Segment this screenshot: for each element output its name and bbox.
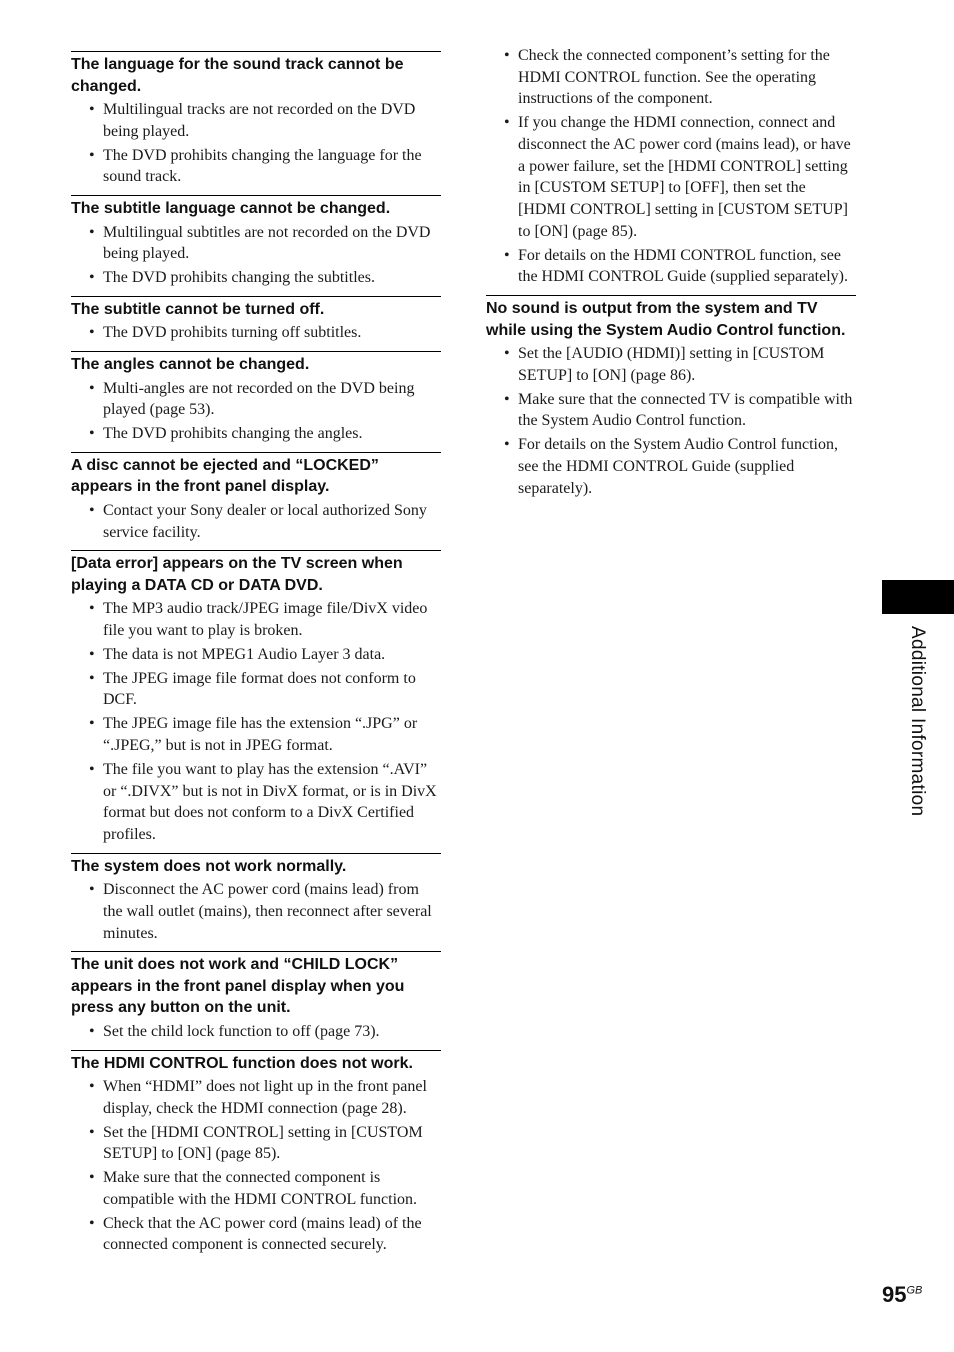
troubleshooting-section xyxy=(71,296,441,344)
section-heading: The system does not work normally. xyxy=(71,857,347,875)
list-item: • Multilingual subtitles are not recorded on the DVD being played. xyxy=(71,222,441,265)
list-item: • If you change the HDMI connection, connect and disconnect the AC power cord (mains lead), or have a power failure, set the [HDMI CONTROL] setting in [CUSTOM SETUP] to [OFF], then set the [HDMI CONTROL] setting in [CUSTOM SETUP] to [ON] (page 85). xyxy=(486,112,856,242)
list-item: • Make sure that the connected TV is compatible with the System Audio Control function. xyxy=(486,389,856,432)
left-column xyxy=(71,0,441,1263)
list-item: • The data is not MPEG1 Audio Layer 3 data. xyxy=(71,644,441,666)
list-item: • The DVD prohibits changing the language for the sound track. xyxy=(71,145,441,188)
list-item: • The DVD prohibits turning off subtitles. xyxy=(71,322,441,344)
troubleshooting-section xyxy=(71,550,441,845)
section-heading: The HDMI CONTROL function does not work. xyxy=(71,1054,413,1072)
troubleshooting-section xyxy=(71,853,441,945)
section-tab-label: Additional Information xyxy=(907,626,928,817)
section-heading: The subtitle cannot be turned off. xyxy=(71,300,325,318)
bullet-list xyxy=(486,343,856,499)
section-heading: The language for the sound track cannot be changed. xyxy=(71,56,404,95)
list-item: • Multilingual tracks are not recorded on the DVD being played. xyxy=(71,99,441,142)
bullet-list xyxy=(71,378,441,445)
list-item: • Check that the AC power cord (mains lead) of the connected component is connected securely. xyxy=(71,1213,441,1256)
list-item: • Check the connected component’s setting for the HDMI CONTROL function. See the operating instructions of the component. xyxy=(486,45,856,110)
list-item: • Contact your Sony dealer or local authorized Sony service facility. xyxy=(71,500,441,543)
list-item: • For details on the System Audio Control function, see the HDMI CONTROL Guide (supplied separately). xyxy=(486,434,856,499)
list-item: • Disconnect the AC power cord (mains lead) from the wall outlet (mains), then reconnect after several minutes. xyxy=(71,879,441,944)
section-heading: The subtitle language cannot be changed. xyxy=(71,200,391,217)
list-item: • Set the [AUDIO (HDMI)] setting in [CUSTOM SETUP] to [ON] (page 86). xyxy=(486,343,856,386)
troubleshooting-section xyxy=(71,195,441,289)
bullet-list xyxy=(71,879,441,944)
section-heading: No sound is output from the system and TV while using the System Audio Control function. xyxy=(486,300,846,339)
bullet-list xyxy=(71,598,441,845)
section-tab-marker xyxy=(882,580,954,614)
bullet-list xyxy=(71,1021,441,1043)
troubleshooting-section xyxy=(71,1050,441,1257)
page-number-suffix: GB xyxy=(906,1284,923,1297)
troubleshooting-section xyxy=(486,295,856,499)
section-heading: The unit does not work and “CHILD LOCK” appears in the front panel display when you press any button on the unit. xyxy=(71,956,405,1017)
troubleshooting-section xyxy=(71,951,441,1042)
list-item: • The DVD prohibits changing the angles. xyxy=(71,423,441,445)
bullet-list xyxy=(71,222,441,289)
list-item: • The DVD prohibits changing the subtitles. xyxy=(71,267,441,289)
page-number xyxy=(882,1282,922,1308)
section-heading: A disc cannot be ejected and “LOCKED” appears in the front panel display. xyxy=(71,456,379,496)
right-column xyxy=(486,0,856,506)
bullet-list xyxy=(71,1076,441,1256)
section-heading: [Data error] appears on the TV screen when playing a DATA CD or DATA DVD. xyxy=(71,555,403,594)
bullet-list xyxy=(71,500,441,543)
list-item: • The JPEG image file has the extension “.JPG” or “.JPEG,” but is not in JPEG format. xyxy=(71,713,441,756)
page-number-value: 95 xyxy=(882,1282,907,1307)
list-item: • The file you want to play has the extension “.AVI” or “.DIVX” but is not in DivX format, or is in DivX format but does not conform to a DivX Certified profiles. xyxy=(71,759,441,846)
list-item: • Make sure that the connected component is compatible with the HDMI CONTROL function. xyxy=(71,1167,441,1210)
troubleshooting-section xyxy=(71,51,441,188)
list-item: • Multi-angles are not recorded on the DVD being played (page 53). xyxy=(71,378,441,421)
list-item: • The MP3 audio track/JPEG image file/DivX video file you want to play is broken. xyxy=(71,598,441,641)
list-item: • When “HDMI” does not light up in the front panel display, check the HDMI connection (page 28). xyxy=(71,1076,441,1119)
bullet-list xyxy=(486,45,856,288)
troubleshooting-section xyxy=(71,452,441,543)
list-item: • For details on the HDMI CONTROL function, see the HDMI CONTROL Guide (supplied separately). xyxy=(486,245,856,288)
list-item: • The JPEG image file format does not conform to DCF. xyxy=(71,668,441,711)
bullet-list xyxy=(71,322,441,344)
section-heading: The angles cannot be changed. xyxy=(71,356,310,373)
list-item: • Set the [HDMI CONTROL] setting in [CUSTOM SETUP] to [ON] (page 85). xyxy=(71,1122,441,1165)
troubleshooting-section xyxy=(71,351,441,445)
list-item: • Set the child lock function to off (page 73). xyxy=(71,1021,441,1043)
bullet-list xyxy=(71,99,441,188)
